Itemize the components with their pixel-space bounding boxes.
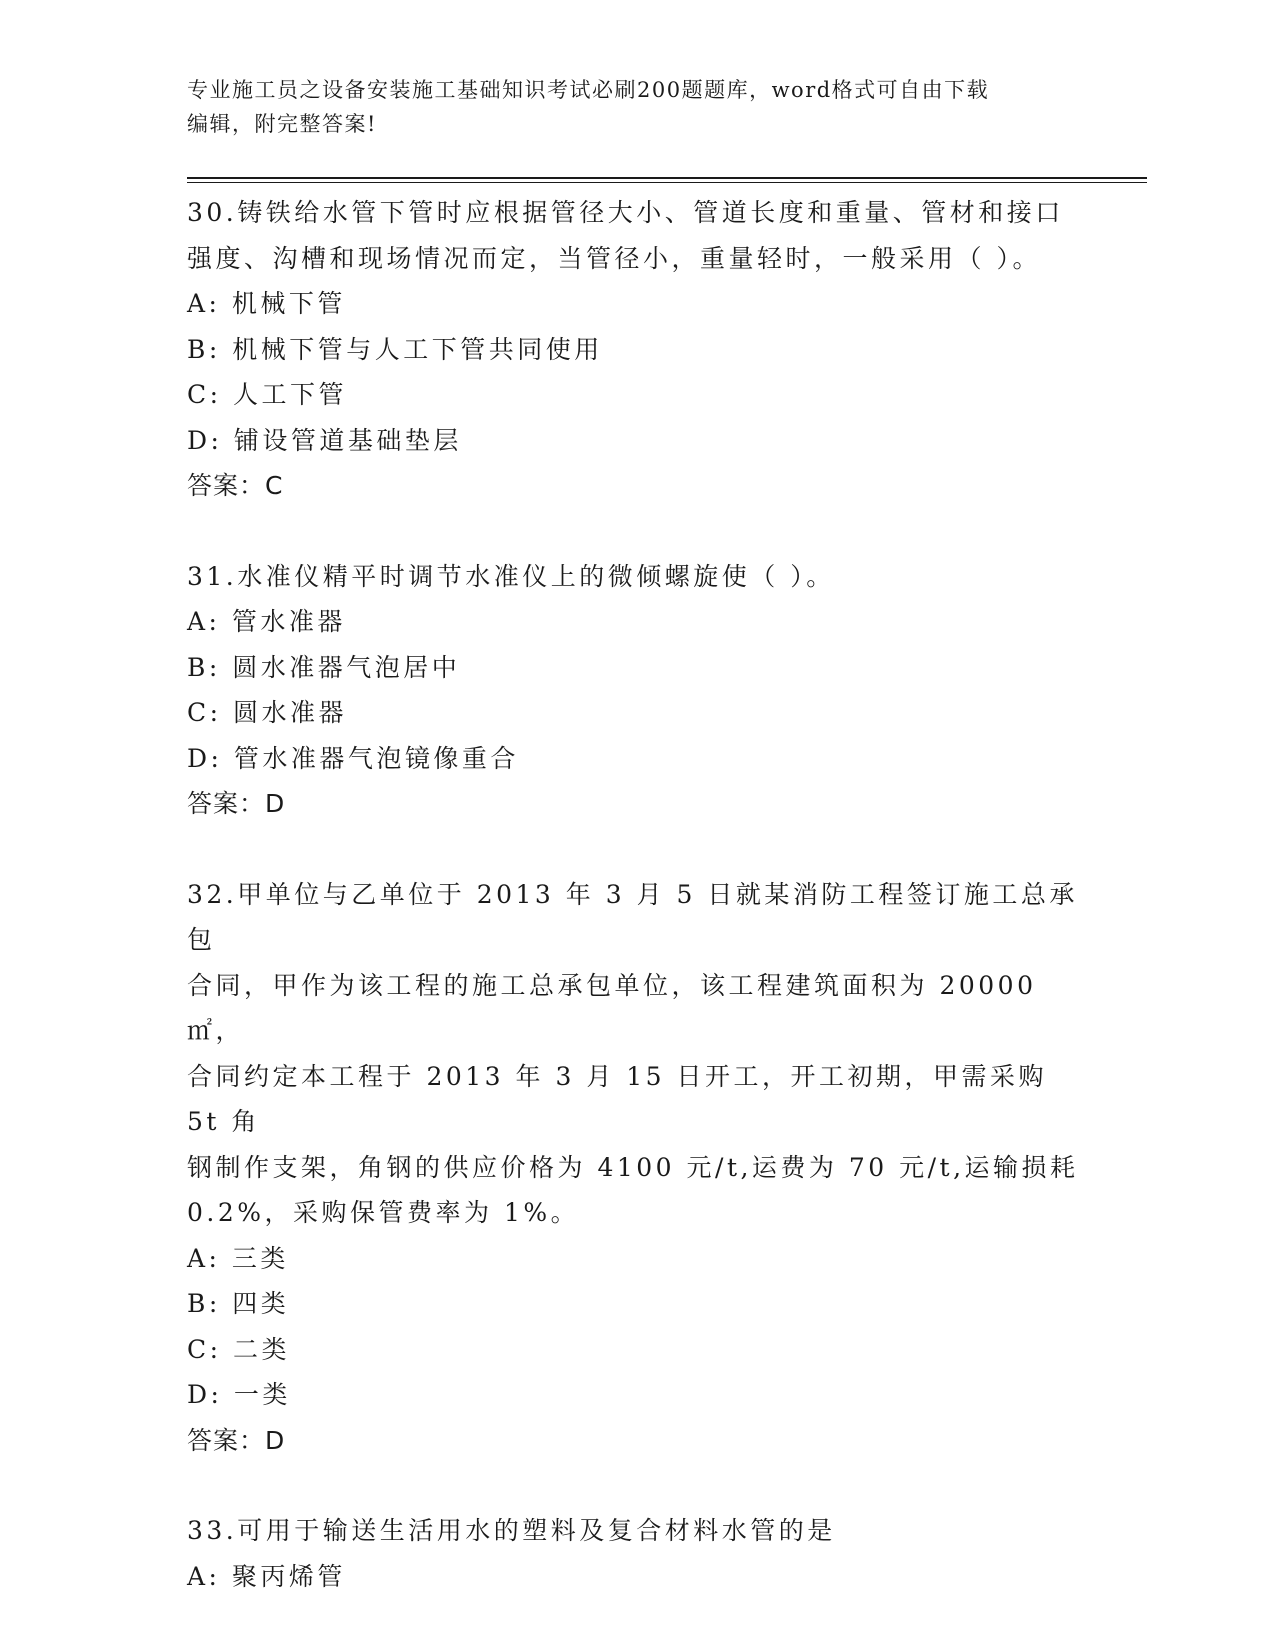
stem-line: 31.水准仪精平时调节水准仪上的微倾螺旋使（ ）。 bbox=[187, 561, 835, 591]
stem-line: 强度、沟槽和现场情况而定，当管径小，重量轻时，一般采用（ ）。 bbox=[187, 243, 1041, 273]
option-c: C: 圆水准器 bbox=[187, 698, 347, 727]
question-stem bbox=[187, 872, 1087, 1236]
header-line-2: 编辑，附完整答案! bbox=[187, 112, 377, 136]
header-line-1: 专业施工员之设备安装施工基础知识考试必刷200题题库，word格式可自由下载 bbox=[187, 78, 990, 102]
answer: 答案：C bbox=[187, 471, 284, 500]
stem-line: 合同，甲作为该工程的施工总承包单位，该工程建筑面积为 20000㎡， bbox=[187, 970, 1037, 1045]
spacer bbox=[187, 1463, 1087, 1508]
header-divider bbox=[187, 177, 1147, 179]
option-c: C: 二类 bbox=[187, 1334, 290, 1364]
question-32 bbox=[187, 872, 1087, 1464]
answer: 答案：D bbox=[187, 789, 286, 818]
question-33 bbox=[187, 1508, 1087, 1599]
question-stem bbox=[187, 190, 1087, 281]
header-divider-thin bbox=[187, 182, 1147, 183]
stem-line: 合同约定本工程于 2013 年 3 月 15 日开工，开工初期，甲需采购 5t 角 bbox=[187, 1061, 1048, 1136]
stem-line: 钢制作支架，角钢的供应价格为 4100 元/t,运费为 70 元/t,运输损耗 bbox=[187, 1152, 1079, 1182]
option-d: D: 管水准器气泡镜像重合 bbox=[187, 743, 519, 773]
stem-line: 30.铸铁给水管下管时应根据管径大小、管道长度和重量、管材和接口 bbox=[187, 198, 1064, 227]
stem-line: 0.2%，采购保管费率为 1%。 bbox=[187, 1198, 580, 1227]
option-d: D: 一类 bbox=[187, 1380, 291, 1409]
spacer bbox=[187, 509, 1087, 554]
option-a: A: 三类 bbox=[187, 1243, 289, 1273]
option-d: D: 铺设管道基础垫层 bbox=[187, 425, 462, 455]
option-c: C: 人工下管 bbox=[187, 380, 347, 409]
question-stem bbox=[187, 1508, 1087, 1554]
stem-line: 33.可用于输送生活用水的塑料及复合材料水管的是 bbox=[187, 1516, 836, 1545]
option-b: B: 圆水准器气泡居中 bbox=[187, 652, 461, 682]
option-a: A: 机械下管 bbox=[187, 289, 346, 318]
spacer bbox=[187, 827, 1087, 872]
question-30 bbox=[187, 190, 1087, 509]
option-a: A: 聚丙烯管 bbox=[187, 1561, 346, 1591]
question-stem bbox=[187, 554, 1087, 600]
question-31 bbox=[187, 554, 1087, 827]
option-a: A: 管水准器 bbox=[187, 607, 346, 636]
option-b: B: 机械下管与人工下管共同使用 bbox=[187, 334, 603, 364]
question-list bbox=[187, 190, 1087, 1599]
stem-line: 32.甲单位与乙单位于 2013 年 3 月 5 日就某消防工程签订施工总承包 bbox=[187, 879, 1078, 954]
answer: 答案：D bbox=[187, 1425, 286, 1455]
option-b: B: 四类 bbox=[187, 1289, 290, 1318]
page-header bbox=[187, 73, 1087, 141]
